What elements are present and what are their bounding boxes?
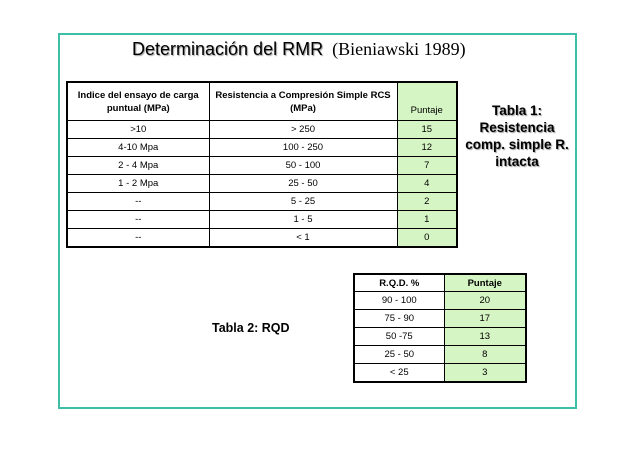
cell-rcs: < 1 — [209, 229, 397, 248]
table2-caption: Tabla 2: RQD — [212, 321, 290, 335]
cell-index: -- — [67, 193, 209, 211]
caption-line: Resistencia — [479, 120, 555, 135]
table-row — [67, 211, 457, 229]
table-row — [354, 328, 526, 346]
cell-rqd: 25 - 50 — [354, 346, 444, 364]
cell-score: 7 — [397, 157, 457, 175]
header-rcs: Resistencia a Compresión Simple RCS (MPa) — [209, 82, 397, 121]
caption-line: Tabla 1: — [491, 103, 542, 118]
cell-score: 0 — [397, 229, 457, 248]
cell-score: 17 — [444, 310, 526, 328]
cell-score: 15 — [397, 121, 457, 139]
table-header-row — [354, 274, 526, 292]
cell-score: 13 — [444, 328, 526, 346]
cell-rcs: > 250 — [209, 121, 397, 139]
table-row — [354, 310, 526, 328]
cell-rcs: 100 - 250 — [209, 139, 397, 157]
cell-rcs: 5 - 25 — [209, 193, 397, 211]
cell-index: 1 - 2 Mpa — [67, 175, 209, 193]
caption-line: intacta — [495, 154, 539, 169]
caption-line: comp. simple R. — [465, 137, 569, 152]
rqd-table — [353, 273, 527, 383]
cell-index: -- — [67, 229, 209, 248]
cell-score: 8 — [444, 346, 526, 364]
header-point-load-index: Indice del ensayo de carga puntual (MPa) — [67, 82, 209, 121]
table-row — [67, 121, 457, 139]
rcs-table — [66, 81, 458, 248]
cell-rqd: < 25 — [354, 364, 444, 383]
table-row — [354, 292, 526, 310]
table-header-row — [67, 82, 457, 121]
cell-rqd: 50 -75 — [354, 328, 444, 346]
table-row — [67, 157, 457, 175]
cell-score: 20 — [444, 292, 526, 310]
cell-score: 12 — [397, 139, 457, 157]
title-sub: (Bieniawski 1989) — [332, 39, 466, 59]
table1-caption — [457, 102, 577, 170]
slide-title — [132, 39, 466, 60]
cell-rcs: 50 - 100 — [209, 157, 397, 175]
cell-index: >10 — [67, 121, 209, 139]
cell-score: 2 — [397, 193, 457, 211]
cell-score: 4 — [397, 175, 457, 193]
header-rqd: R.Q.D. % — [354, 274, 444, 292]
header-score: Puntaje — [444, 274, 526, 292]
cell-rcs: 1 - 5 — [209, 211, 397, 229]
cell-index: 4-10 Mpa — [67, 139, 209, 157]
cell-rcs: 25 - 50 — [209, 175, 397, 193]
cell-index: -- — [67, 211, 209, 229]
header-score: Puntaje — [397, 82, 457, 121]
table-row — [354, 346, 526, 364]
cell-score: 3 — [444, 364, 526, 383]
table-row — [67, 175, 457, 193]
table-row — [67, 229, 457, 248]
table-row — [354, 364, 526, 383]
table-row — [67, 193, 457, 211]
cell-rqd: 75 - 90 — [354, 310, 444, 328]
cell-index: 2 - 4 Mpa — [67, 157, 209, 175]
table-row — [67, 139, 457, 157]
cell-rqd: 90 - 100 — [354, 292, 444, 310]
title-main: Determinación del RMR — [132, 39, 324, 59]
cell-score: 1 — [397, 211, 457, 229]
